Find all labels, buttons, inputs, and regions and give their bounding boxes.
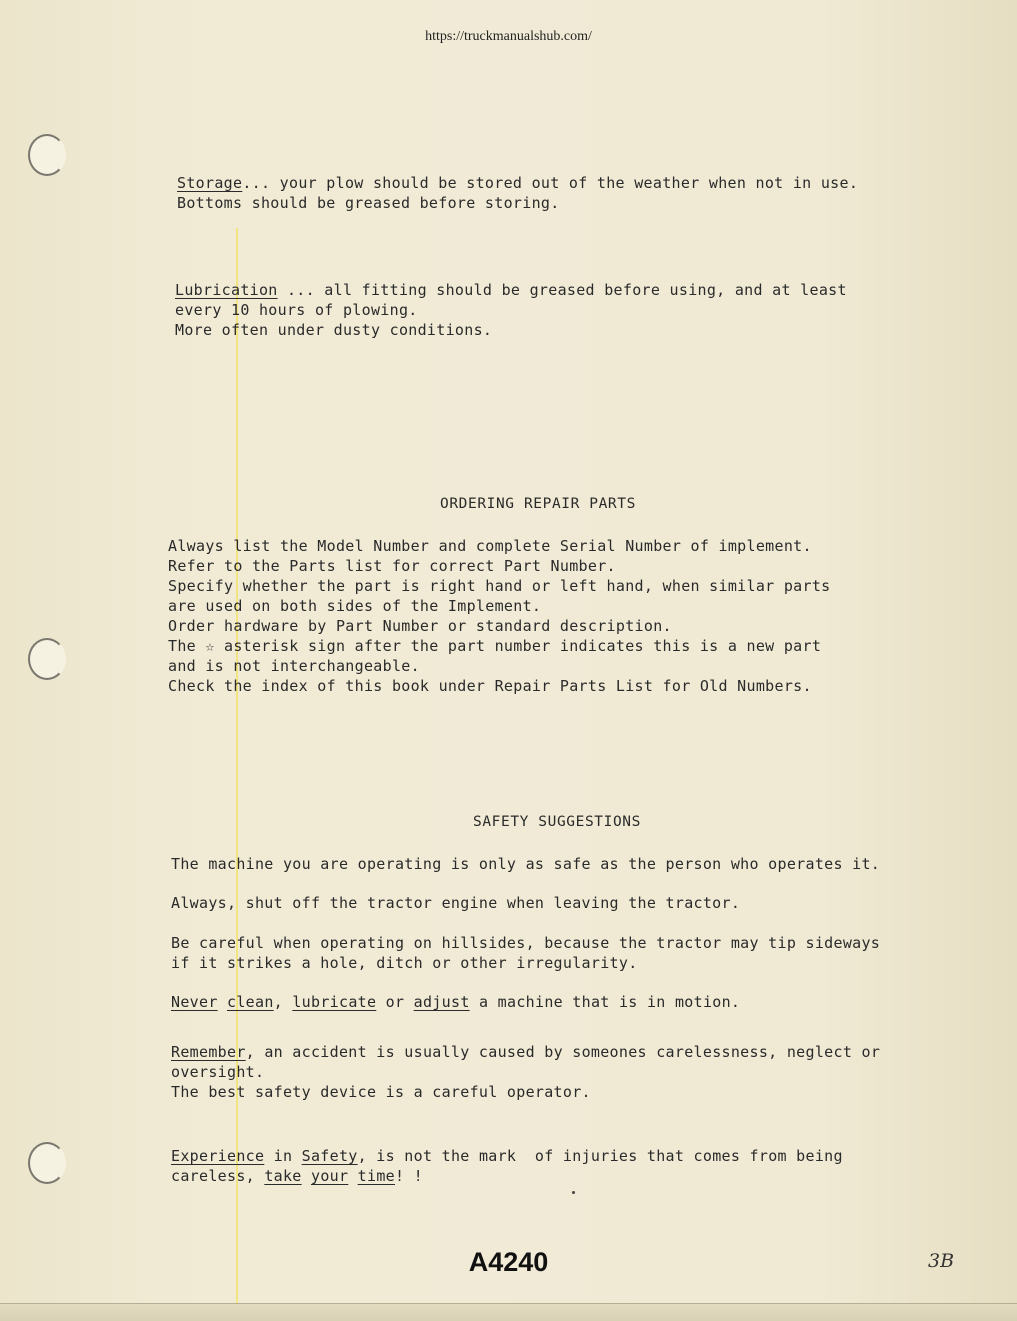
- safety-word: Safety: [301, 1147, 358, 1165]
- or-word: or: [385, 993, 405, 1011]
- experience-word: Experience: [171, 1147, 265, 1165]
- ordering-line: The ☆ asterisk sign after the part number indicates this is a new part: [168, 637, 822, 655]
- in-word: in: [264, 1147, 302, 1165]
- safety-p6: [171, 1146, 843, 1186]
- storage-term: Storage: [177, 174, 243, 192]
- lubrication-paragraph: [175, 280, 847, 340]
- storage-paragraph: [177, 173, 858, 213]
- ordering-line: Specify whether the part is right hand or left hand, when similar parts: [168, 577, 831, 595]
- clean-word: clean: [227, 993, 274, 1011]
- safety-p6-end: ! !: [394, 1167, 423, 1185]
- ordering-line: are used on both sides of the Implement.: [168, 597, 542, 615]
- binder-hole-middle: [28, 638, 66, 680]
- safety-p3-line2: if it strikes a hole, ditch or other irregularity.: [171, 954, 638, 972]
- page-bottom-edge: [0, 1303, 1017, 1321]
- ink-dot: [572, 1191, 575, 1194]
- adjust-word: adjust: [413, 993, 470, 1011]
- safety-p4: Never clean, lubricate or adjust a machine that is in motion.: [171, 993, 741, 1011]
- safety-p5-line1: , an accident is usually caused by someones carelessness, neglect or: [245, 1043, 881, 1061]
- safety-p3: [171, 933, 880, 973]
- take-word: take: [264, 1167, 302, 1185]
- your-word: your: [310, 1167, 349, 1185]
- never-word: Never: [171, 993, 218, 1011]
- ordering-line: and is not interchangeable.: [168, 657, 420, 675]
- safety-heading: SAFETY SUGGESTIONS: [473, 814, 641, 830]
- lubricate-word: lubricate: [292, 993, 377, 1011]
- safety-p3-line1: Be careful when operating on hillsides, because the tractor may tip sideways: [171, 934, 881, 952]
- ordering-line: Refer to the Parts list for correct Part Number.: [168, 557, 616, 575]
- lubrication-line3: More often under dusty conditions.: [175, 321, 493, 339]
- lubrication-term: Lubrication: [175, 281, 278, 299]
- remember-word: Remember: [171, 1043, 246, 1061]
- source-url[interactable]: https://truckmanualshub.com/: [425, 29, 592, 44]
- careless-word: careless,: [171, 1167, 265, 1185]
- safety-p6-line1: , is not the mark of injuries that comes from being: [357, 1147, 843, 1165]
- storage-line1: ... your plow should be stored out of the weather when not in use.: [242, 174, 859, 192]
- safety-p5-line2: oversight.: [171, 1063, 265, 1081]
- lubrication-line2: every 10 hours of plowing.: [175, 301, 418, 319]
- storage-line2: Bottoms should be greased before storing.: [177, 194, 560, 212]
- binder-hole-bottom: [28, 1142, 66, 1184]
- time-word: time: [357, 1167, 395, 1185]
- safety-p5: [171, 1042, 880, 1102]
- ordering-line: Order hardware by Part Number or standard description.: [168, 617, 672, 635]
- ordering-heading: ORDERING REPAIR PARTS: [440, 496, 636, 512]
- safety-p1: The machine you are operating is only as safe as the person who operates it.: [171, 855, 881, 873]
- safety-p4-rest: a machine that is in motion.: [469, 993, 741, 1011]
- safety-p5-line3: The best safety device is a careful operator.: [171, 1083, 591, 1101]
- lubrication-line1: ... all fitting should be greased before using, and at least: [277, 281, 847, 299]
- page-number: 3B: [928, 1250, 955, 1272]
- ordering-paragraph: [168, 536, 830, 696]
- binder-hole-top: [28, 134, 66, 176]
- ordering-line: Check the index of this book under Repair Parts List for Old Numbers.: [168, 677, 812, 695]
- model-code: A4240: [468, 1247, 549, 1277]
- ordering-line: Always list the Model Number and complete Serial Number of implement.: [168, 537, 812, 555]
- safety-p2: Always, shut off the tractor engine when leaving the tractor.: [171, 894, 741, 912]
